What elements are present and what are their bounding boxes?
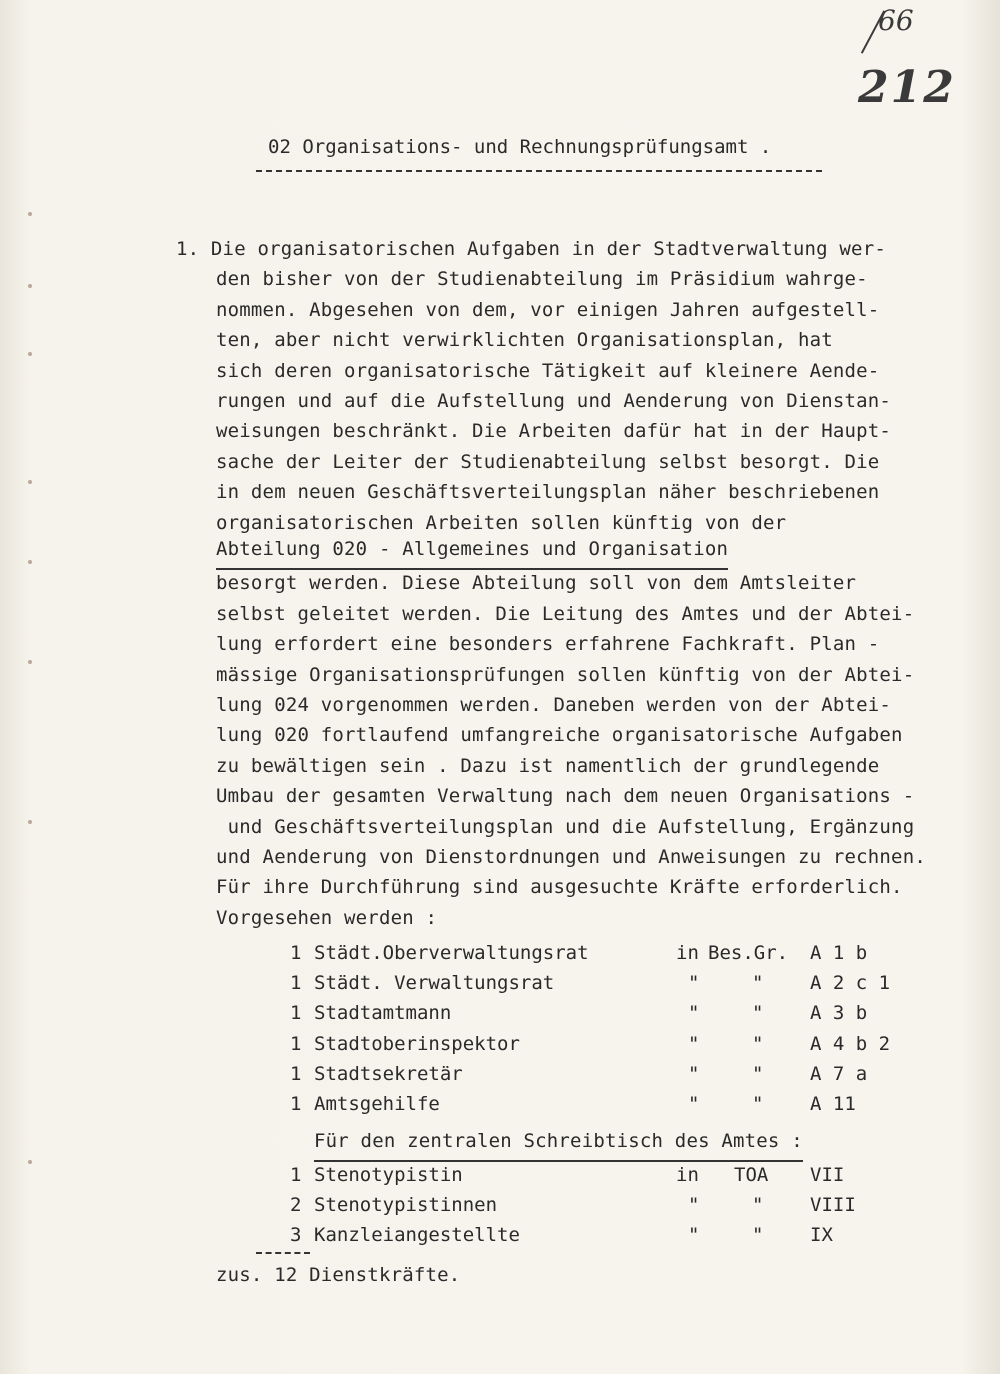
paragraph-line: lung erfordert eine besonders erfahrene Fachkraft. Plan - [216, 633, 880, 656]
table-cell-c2: " [752, 1062, 764, 1085]
paragraph-line: zu bewältigen sein . Dazu ist namentlich der grundlegende [216, 754, 880, 777]
table-cell-c2: " [752, 1002, 764, 1025]
table-cell-count: 1 [290, 1164, 302, 1186]
table-cell-c2: Bes.Gr. [708, 942, 789, 964]
paragraph-line: sich deren organisatorische Tätigkeit auf kleinere Aende- [216, 359, 880, 382]
central-desk-heading: Für den zentralen Schreibtisch des Amtes : [314, 1130, 803, 1162]
table-cell-count: 1 [290, 1093, 302, 1115]
table-cell-grade: VIII [810, 1194, 856, 1217]
paragraph-line: Für ihre Durchführung sind ausgesuchte Kräfte erforderlich. [216, 876, 903, 899]
table-cell-grade: A 1 b [810, 942, 868, 964]
table-cell-count: 1 [290, 942, 302, 964]
paragraph-line: Umbau der gesamten Verwaltung nach dem neuen Organisations - [216, 785, 915, 808]
document-title: 02 Organisations- und Rechnungsprüfungsamt . [268, 136, 772, 158]
table-cell-c2: " [752, 1093, 764, 1115]
paragraph-line: in dem neuen Geschäftsverteilungsplan näher beschriebenen [216, 481, 880, 504]
table-cell-title: Kanzleiangestellte [314, 1224, 520, 1247]
table-cell-count: 1 [290, 1002, 302, 1025]
table-cell-c2: " [752, 1224, 764, 1247]
table-cell-c1: " [688, 1194, 700, 1217]
sum-rule [256, 1252, 310, 1254]
paragraph-line: 1. Die organisatorischen Aufgaben in der Stadtverwaltung wer- [176, 238, 886, 260]
table-cell-count: 1 [290, 1062, 302, 1085]
paragraph-line: lung 024 vorgenommen werden. Daneben werden von der Abtei- [216, 694, 892, 716]
table-cell-c2: TOA [734, 1164, 769, 1186]
paragraph-line: nommen. Abgesehen von dem, vor einigen Jahren aufgestell- [216, 298, 880, 321]
table-cell-c1: " [688, 1224, 700, 1247]
paragraph-line: den bisher von der Studienabteilung im Präsidium wahrge- [216, 268, 868, 291]
table-cell-grade: A 2 c 1 [810, 972, 891, 995]
table-cell-title: Amtsgehilfe [314, 1093, 440, 1115]
paragraph-line: ten, aber nicht verwirklichten Organisationsplan, hat [216, 329, 833, 352]
paragraph-line: rungen und auf die Aufstellung und Aenderung von Dienstan- [216, 390, 892, 412]
table-cell-grade: A 3 b [810, 1002, 868, 1025]
table-cell-c1: " [688, 1032, 700, 1055]
title-underline [256, 170, 822, 172]
table-cell-c1: " [688, 1062, 700, 1085]
table-cell-grade: A 11 [810, 1093, 856, 1115]
table-cell-grade: VII [810, 1164, 845, 1186]
table-cell-count: 2 [290, 1194, 302, 1217]
table-cell-title: Städt. Verwaltungsrat [314, 972, 555, 995]
paragraph-line: weisungen beschränkt. Die Arbeiten dafür hat in der Haupt- [216, 420, 892, 443]
table-cell-c1: in [676, 1164, 699, 1186]
table-cell-title: Stadtamtmann [314, 1002, 452, 1025]
paragraph-line: und Geschäftsverteilungsplan und die Aufstellung, Ergänzung [216, 815, 915, 838]
paragraph-line: lung 020 fortlaufend umfangreiche organisatorische Aufgaben [216, 724, 903, 747]
paragraph-line: besorgt werden. Diese Abteilung soll von dem Amtsleiter [216, 572, 857, 595]
page-number-annotation: 66 [878, 4, 914, 37]
table-cell-c1: in [676, 942, 699, 964]
paragraph-line: und Aenderung von Dienstordnungen und Anweisungen zu rechnen. [216, 846, 926, 868]
folio-number-annotation: 212 [858, 62, 956, 113]
table-cell-grade: IX [810, 1224, 833, 1247]
paragraph-line: organisatorischen Arbeiten sollen künftig von der [216, 511, 787, 534]
table-cell-c2: " [752, 972, 764, 995]
paragraph-line: mässige Organisationsprüfungen sollen künftig von der Abtei- [216, 663, 915, 686]
paragraph-line: Vorgesehen werden : [216, 906, 438, 929]
table-cell-grade: A 7 a [810, 1062, 868, 1085]
table-cell-count: 1 [290, 1032, 302, 1055]
table-cell-grade: A 4 b 2 [810, 1032, 891, 1055]
table-cell-c1: " [688, 972, 700, 995]
department-heading: Abteilung 020 - Allgemeines und Organisation [216, 538, 728, 570]
paragraph-line: sache der Leiter der Studienabteilung selbst besorgt. Die [216, 450, 880, 473]
table-cell-title: Stadtsekretär [314, 1062, 463, 1085]
paragraph-line: selbst geleitet werden. Die Leitung des Amtes und der Abtei- [216, 602, 915, 625]
table-cell-title: Stenotypistinnen [314, 1194, 498, 1217]
table-cell-c2: " [752, 1194, 764, 1217]
table-cell-count: 3 [290, 1224, 302, 1247]
table-cell-c2: " [752, 1032, 764, 1055]
table-cell-title: Stenotypistin [314, 1164, 463, 1186]
table-cell-c1: " [688, 1093, 700, 1115]
table-cell-title: Städt.Oberverwaltungsrat [314, 942, 589, 964]
table-cell-title: Stadtoberinspektor [314, 1032, 520, 1055]
total-staff: zus. 12 Dienstkräfte. [216, 1264, 461, 1286]
table-cell-count: 1 [290, 972, 302, 995]
table-cell-c1: " [688, 1002, 700, 1025]
